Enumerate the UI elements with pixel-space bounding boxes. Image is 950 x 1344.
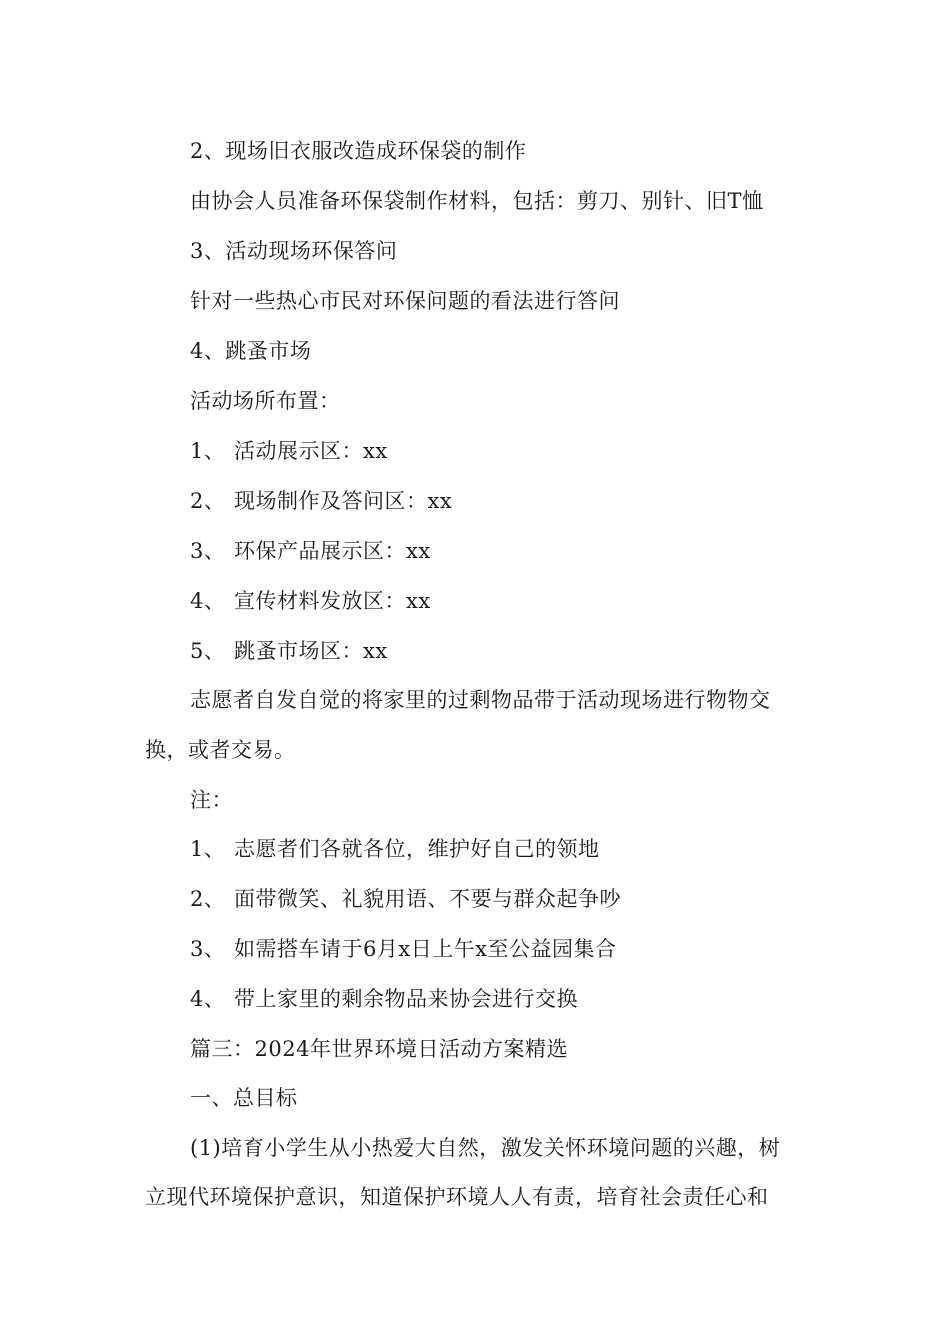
note-item-number: 1、	[190, 837, 226, 861]
venue-item-number: 4、	[190, 589, 226, 613]
paragraph-goal-1: (1)培育小学生从小热爱大自然，激发关怀环境问题的兴趣，树	[190, 1136, 781, 1160]
venue-item-number: 3、	[190, 539, 226, 563]
paragraph-volunteer-exchange-cont: 换，或者交易。	[145, 738, 296, 762]
note-item-text: 面带微笑、礼貌用语、不要与群众起争吵	[234, 887, 621, 911]
note-item-text: 带上家里的剩余物品来协会进行交换	[234, 987, 578, 1011]
section-heading-flea-market: 4、跳蚤市场	[190, 339, 312, 363]
venue-item-text: 现场制作及答问区：xx	[234, 489, 453, 513]
venue-item-number: 2、	[190, 489, 226, 513]
note-item-text: 如需搭车请于6月x日上午x至公益园集合	[234, 937, 617, 961]
venue-item-number: 5、	[190, 639, 226, 663]
note-item-number: 4、	[190, 987, 226, 1011]
venue-layout-heading: 活动场所布置：	[190, 389, 341, 413]
note-item-text: 志愿者们各就各位，维护好自己的领地	[234, 837, 600, 861]
notes-heading: 注：	[190, 788, 233, 812]
venue-item-text: 活动展示区：xx	[234, 439, 388, 463]
venue-item-text: 环保产品展示区：xx	[234, 539, 431, 563]
section-heading-bag-making: 2、现场旧衣服改造成环保袋的制作	[190, 139, 527, 163]
note-item-number: 3、	[190, 937, 226, 961]
chapter-title: 篇三：2024年世界环境日活动方案精选	[190, 1037, 568, 1061]
venue-item-text: 宣传材料发放区：xx	[234, 589, 431, 613]
venue-item-number: 1、	[190, 439, 226, 463]
paragraph-goal-1-cont: 立现代环境保护意识，知道保护环境人人有责，培育社会责任心和	[145, 1185, 769, 1209]
section-heading-qa: 3、活动现场环保答问	[190, 239, 398, 263]
venue-item-text: 跳蚤市场区：xx	[234, 639, 388, 663]
note-item-number: 2、	[190, 887, 226, 911]
paragraph-volunteer-exchange: 志愿者自发自觉的将家里的过剩物品带于活动现场进行物物交	[190, 688, 771, 712]
paragraph-qa: 针对一些热心市民对环保问题的看法进行答问	[190, 289, 620, 313]
paragraph-bag-materials: 由协会人员准备环保袋制作材料，包括：剪刀、别针、旧T恤	[190, 189, 764, 213]
section-heading-goals: 一、总目标	[190, 1086, 298, 1110]
